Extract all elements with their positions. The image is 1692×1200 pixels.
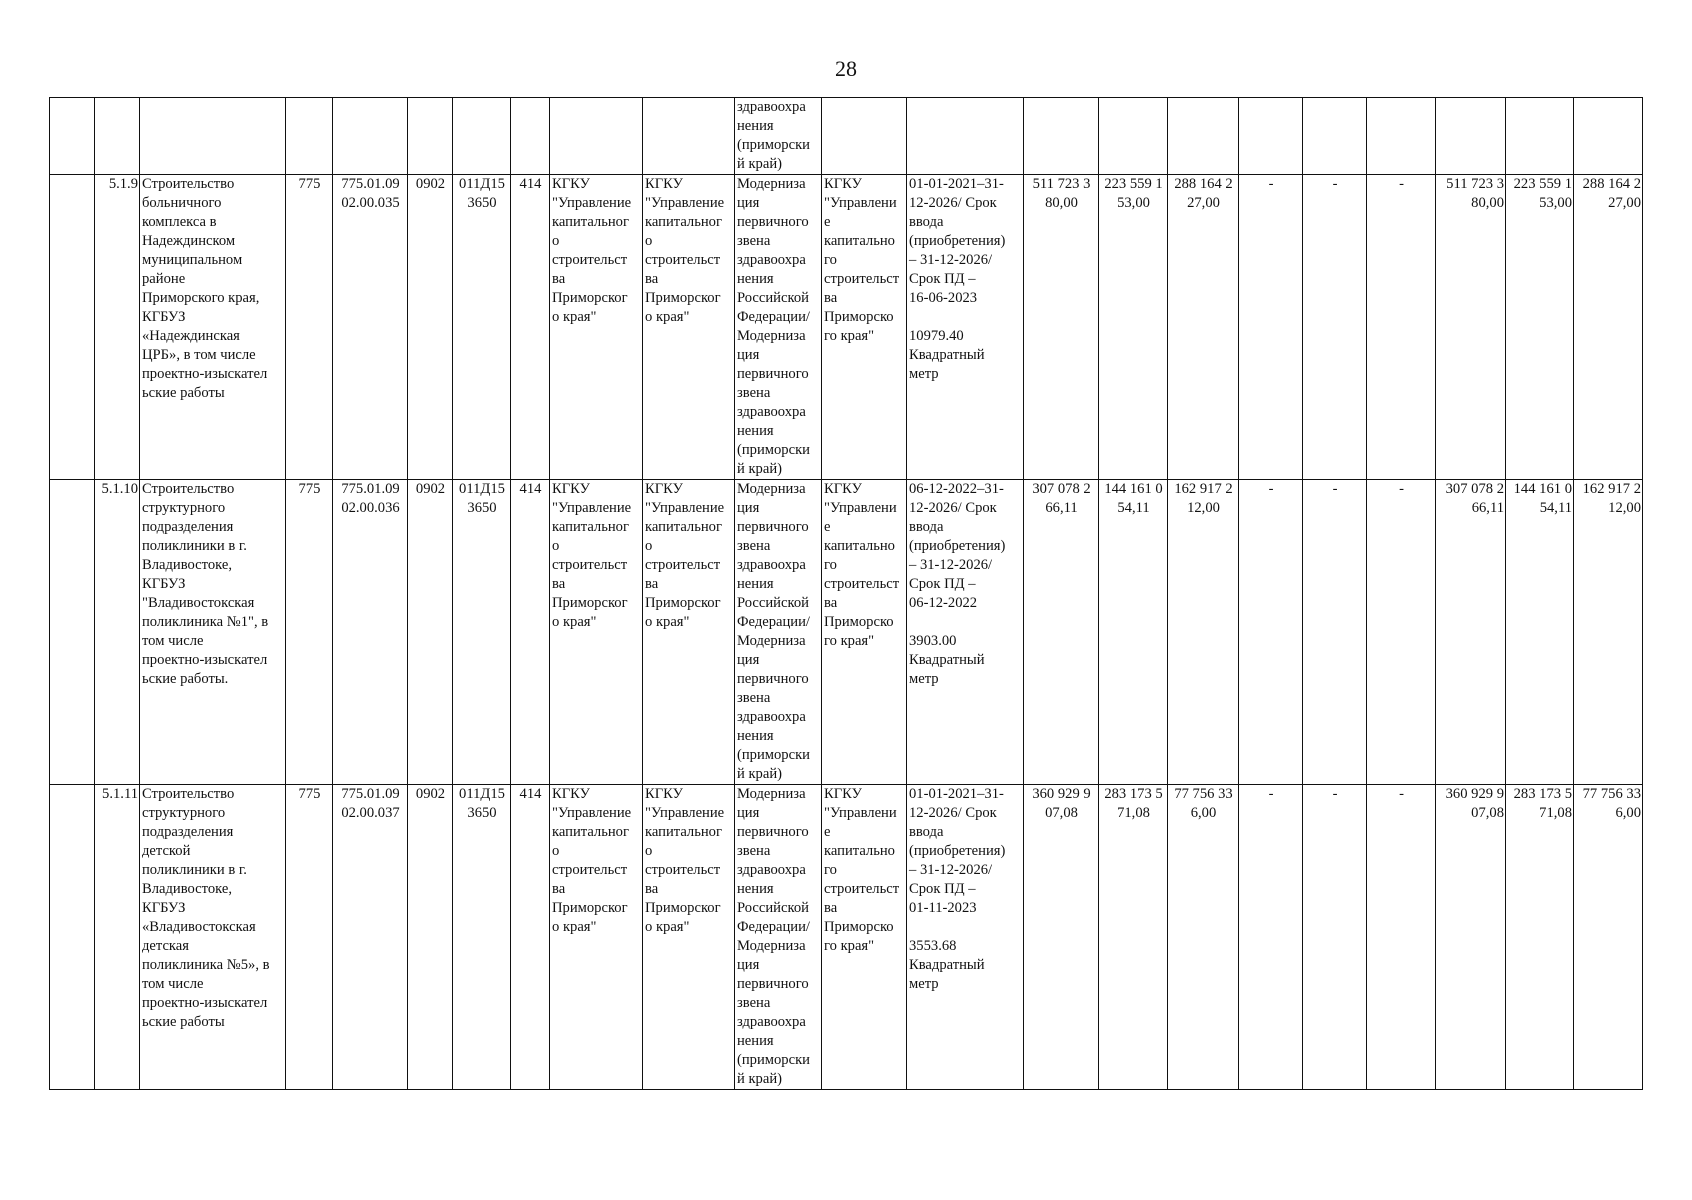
expense-type: 414: [511, 785, 550, 1090]
responsible-org: КГКУ "Управление капитальног о строительст ва Приморског о края": [550, 480, 643, 785]
national-project: Модерниза ция первичного звена здравоохра нения Российской Федерации/ Модерниза ция первичного звена здравоохра нения (приморски й край): [735, 175, 822, 480]
amount-federal: 144 161 0 54,11: [1099, 480, 1168, 785]
amount-regional: 162 917 2 12,00: [1168, 480, 1239, 785]
amount-regional-2: 288 164 2 27,00: [1574, 175, 1643, 480]
section-code: 0902: [408, 175, 453, 480]
object-code: 775.01.09 02.00.035: [333, 175, 408, 480]
grbs-code: 775: [286, 175, 333, 480]
customer-org: КГКУ "Управлени е капитально го строительст ва Приморско го края": [822, 785, 907, 1090]
target-article: 011Д15 3650: [453, 785, 511, 1090]
amount-empty-3: -: [1367, 175, 1436, 480]
object-code: 775.01.09 02.00.036: [333, 480, 408, 785]
amount-regional: 77 756 33 6,00: [1168, 785, 1239, 1090]
table-row: [50, 785, 1643, 1090]
terms-capacity: 01-01-2021–31- 12-2026/ Срок ввода (приобретения) – 31-12-2026/ Срок ПД – 01-11-2023 3553.68 Квадратный метр: [907, 785, 1024, 1090]
amount-empty-3: -: [1367, 785, 1436, 1090]
amount-empty-1: -: [1239, 785, 1303, 1090]
amount-empty-1: -: [1239, 480, 1303, 785]
object-code: 775.01.09 02.00.037: [333, 785, 408, 1090]
continuation-project-cell: здравоохра нения (приморски й край): [735, 98, 822, 175]
budget-table: [49, 97, 1643, 1090]
amount-total: 307 078 2 66,11: [1024, 480, 1099, 785]
target-article: 011Д15 3650: [453, 480, 511, 785]
customer-org: КГКУ "Управлени е капитально го строительст ва Приморско го края": [822, 175, 907, 480]
amount-federal: 223 559 1 53,00: [1099, 175, 1168, 480]
expense-type: 414: [511, 175, 550, 480]
expense-type: 414: [511, 480, 550, 785]
section-code: 0902: [408, 480, 453, 785]
amount-empty-1: -: [1239, 175, 1303, 480]
continuation-row: [50, 98, 1643, 175]
item-number: 5.1.11: [95, 785, 140, 1090]
amount-empty-2: -: [1303, 480, 1367, 785]
amount-empty-2: -: [1303, 785, 1367, 1090]
grbs-code: 775: [286, 785, 333, 1090]
executor-org: КГКУ "Управление капитальног о строительст ва Приморског о края": [643, 175, 735, 480]
item-number: 5.1.9: [95, 175, 140, 480]
page-number: 28: [835, 56, 857, 81]
amount-empty-3: -: [1367, 480, 1436, 785]
amount-federal-2: 223 559 1 53,00: [1506, 175, 1574, 480]
table-row: [50, 480, 1643, 785]
amount-federal-2: 144 161 0 54,11: [1506, 480, 1574, 785]
customer-org: КГКУ "Управлени е капитально го строительст ва Приморско го края": [822, 480, 907, 785]
amount-empty-2: -: [1303, 175, 1367, 480]
amount-total-2: 511 723 3 80,00: [1436, 175, 1506, 480]
object-name: Строительство структурного подразделения поликлиники в г. Владивостоке, КГБУЗ "Владивостокская поликлиника №1", в том числе проектно-изыскател ьские работы.: [140, 480, 286, 785]
amount-total-2: 360 929 9 07,08: [1436, 785, 1506, 1090]
amount-federal: 283 173 5 71,08: [1099, 785, 1168, 1090]
grbs-code: 775: [286, 480, 333, 785]
national-project: Модерниза ция первичного звена здравоохра нения Российской Федерации/ Модерниза ция первичного звена здравоохра нения (приморски й край): [735, 480, 822, 785]
national-project: Модерниза ция первичного звена здравоохра нения Российской Федерации/ Модерниза ция первичного звена здравоохра нения (приморски й край): [735, 785, 822, 1090]
target-article: 011Д15 3650: [453, 175, 511, 480]
amount-regional: 288 164 2 27,00: [1168, 175, 1239, 480]
amount-total: 360 929 9 07,08: [1024, 785, 1099, 1090]
executor-org: КГКУ "Управление капитальног о строительст ва Приморског о края": [643, 785, 735, 1090]
object-name: Строительство больничного комплекса в Надеждинском муниципальном районе Приморского края, КГБУЗ «Надеждинская ЦРБ», в том числе проектно-изыскател ьские работы: [140, 175, 286, 480]
amount-regional-2: 162 917 2 12,00: [1574, 480, 1643, 785]
amount-federal-2: 283 173 5 71,08: [1506, 785, 1574, 1090]
amount-regional-2: 77 756 33 6,00: [1574, 785, 1643, 1090]
executor-org: КГКУ "Управление капитальног о строительст ва Приморског о края": [643, 480, 735, 785]
responsible-org: КГКУ "Управление капитальног о строительст ва Приморског о края": [550, 785, 643, 1090]
terms-capacity: 06-12-2022–31- 12-2026/ Срок ввода (приобретения) – 31-12-2026/ Срок ПД – 06-12-2022 3903.00 Квадратный метр: [907, 480, 1024, 785]
amount-total: 511 723 3 80,00: [1024, 175, 1099, 480]
table-row: [50, 175, 1643, 480]
responsible-org: КГКУ "Управление капитальног о строительст ва Приморског о края": [550, 175, 643, 480]
amount-total-2: 307 078 2 66,11: [1436, 480, 1506, 785]
section-code: 0902: [408, 785, 453, 1090]
terms-capacity: 01-01-2021–31- 12-2026/ Срок ввода (приобретения) – 31-12-2026/ Срок ПД – 16-06-2023 10979.40 Квадратный метр: [907, 175, 1024, 480]
object-name: Строительство структурного подразделения детской поликлиники в г. Владивостоке, КГБУЗ «Владивостокская детская поликлиника №5», в том числе проектно-изыскател ьские работы: [140, 785, 286, 1090]
item-number: 5.1.10: [95, 480, 140, 785]
